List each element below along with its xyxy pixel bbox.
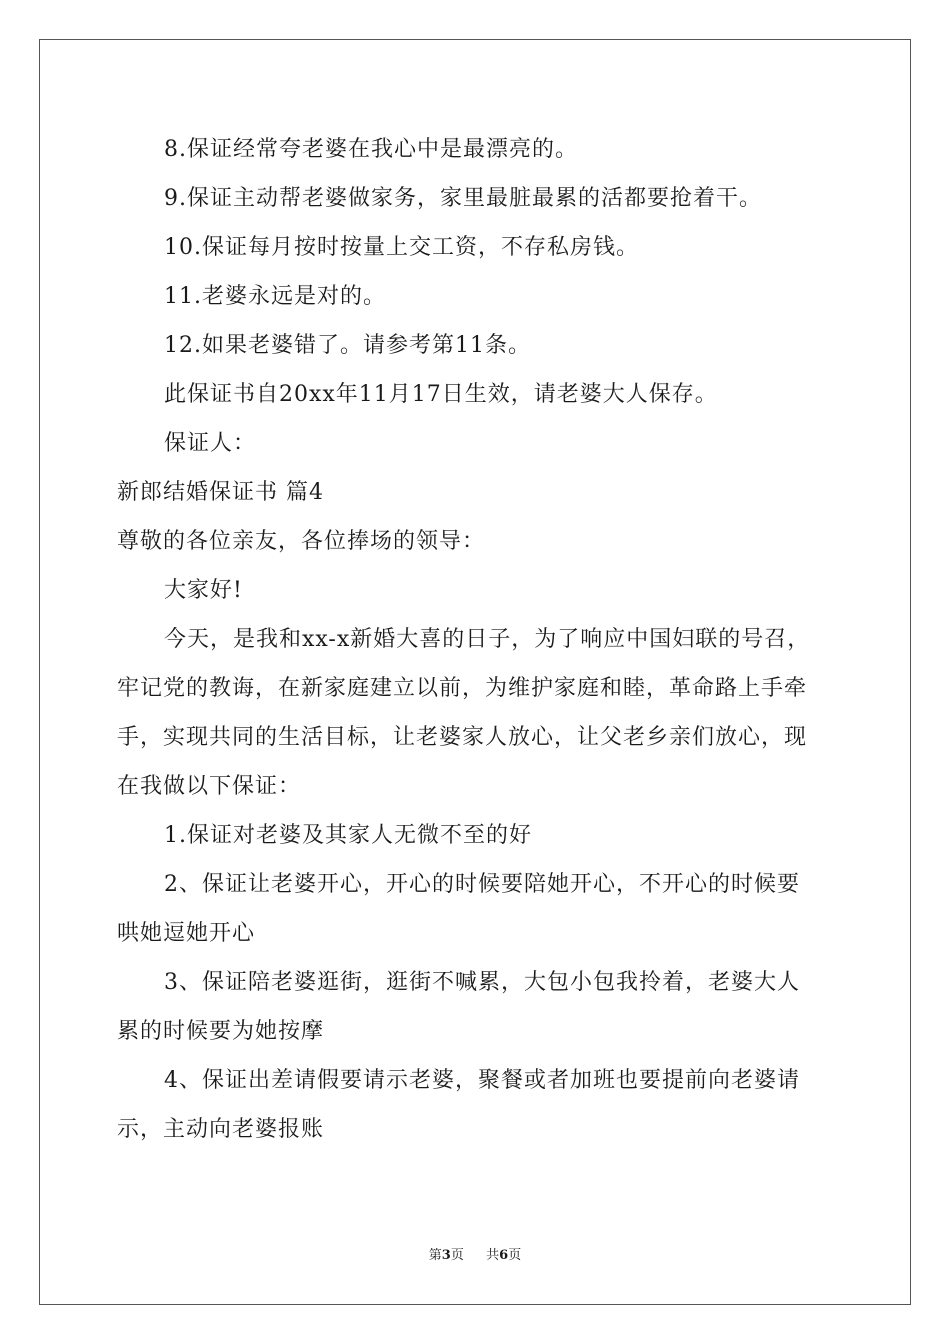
- text-line: 3、保证陪老婆逛街，逛街不喊累，大包小包我拎着，老婆大人: [164, 970, 800, 995]
- total-pages-label: 共6页: [486, 1248, 522, 1263]
- text-line: 大家好!: [164, 578, 243, 603]
- page-footer: [0, 1246, 950, 1266]
- text-line: 累的时候要为她按摩: [117, 1019, 325, 1044]
- current-page: 3: [441, 1248, 451, 1263]
- text-line: 牢记党的教诲，在新家庭建立以前，为维护家庭和睦，革命路上手牵: [117, 676, 808, 701]
- page-number-label: 第3页: [428, 1248, 464, 1263]
- text-line: 10.保证每月按时按量上交工资，不存私房钱。: [164, 235, 639, 260]
- text-line: 9.保证主动帮老婆做家务，家里最脏最累的活都要抢着干。: [164, 186, 762, 211]
- document-body: [117, 125, 837, 1154]
- text-line: 示，主动向老婆报账: [117, 1117, 325, 1142]
- text-line: 1.保证对老婆及其家人无微不至的好: [164, 823, 532, 848]
- text-line: 8.保证经常夸老婆在我心中是最漂亮的。: [164, 137, 578, 162]
- text-line: 2、保证让老婆开心，开心的时候要陪她开心，不开心的时候要: [164, 872, 800, 897]
- text-line: 4、保证出差请假要请示老婆，聚餐或者加班也要提前向老婆请: [164, 1068, 800, 1093]
- text-line: 此保证书自20xx年11月17日生效，请老婆大人保存。: [164, 382, 718, 407]
- text-line: 12.如果老婆错了。请参考第11条。: [164, 333, 531, 358]
- text-line: 在我做以下保证：: [117, 774, 302, 799]
- total-pages: 6: [499, 1248, 509, 1263]
- section-heading: 新郎结婚保证书 篇4: [117, 480, 324, 505]
- text-line: 手，实现共同的生活目标，让老婆家人放心，让父老乡亲们放心，现: [117, 725, 808, 750]
- text-line: 11.老婆永远是对的。: [164, 284, 386, 309]
- text-line: 今天，是我和xx-x新婚大喜的日子，为了响应中国妇联的号召，: [164, 627, 811, 652]
- text-line: 尊敬的各位亲友，各位捧场的领导：: [117, 529, 486, 554]
- text-line: 保证人：: [164, 431, 257, 456]
- text-line: 哄她逗她开心: [117, 921, 256, 946]
